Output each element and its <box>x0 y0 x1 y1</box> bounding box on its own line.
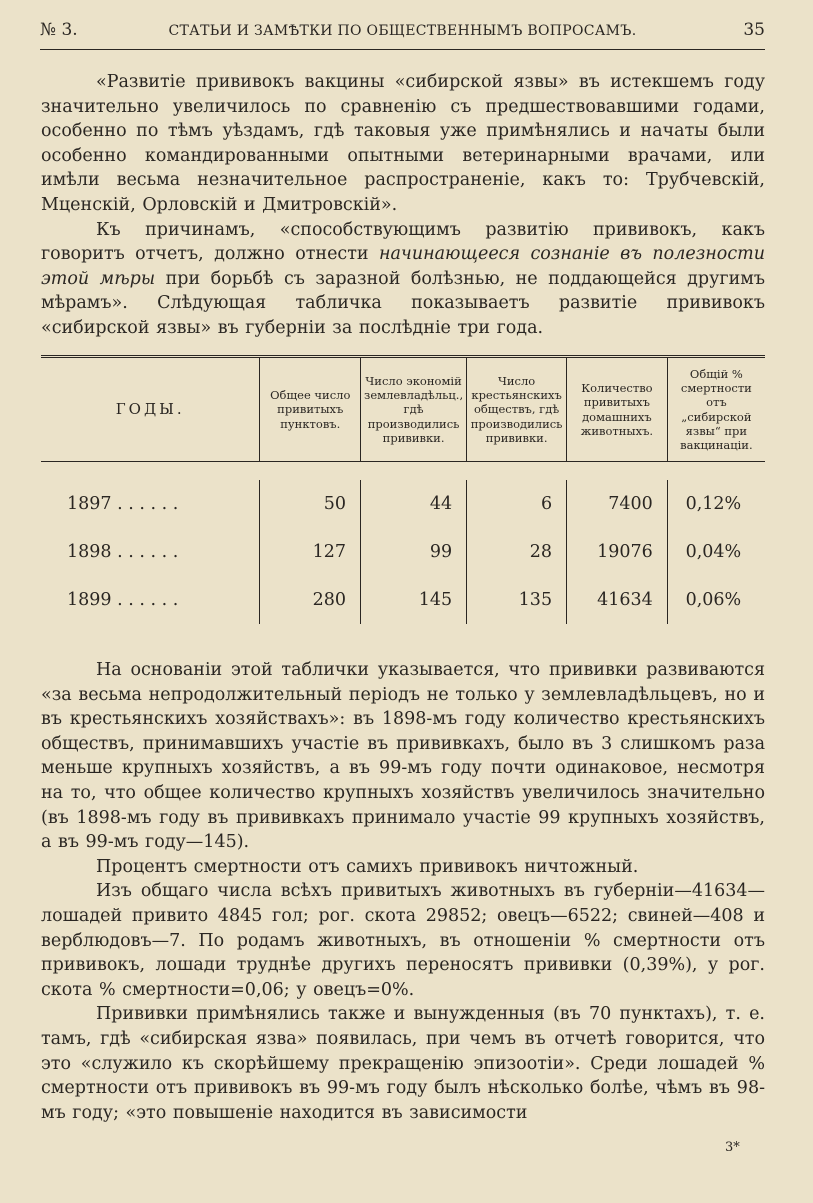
table-row <box>41 528 765 576</box>
header-points: Общее число привитыхъ пунктовъ. <box>260 357 361 462</box>
cell-communities: 6 <box>467 480 567 528</box>
cell-mortality: 0,06% <box>667 576 765 624</box>
cell-points: 50 <box>260 480 361 528</box>
header-estates: Число экономій землевладѣльц., гдѣ производились прививки. <box>361 357 467 462</box>
body-paragraph-3: Изъ общаго числа всѣхъ привитыхъ животныхъ въ губерніи—41634—лошадей привито 4845 гол; рог. скота 29852; овецъ—6522; свиней—408 и верблюдовъ—7. По родамъ животныхъ, въ отношеніи % смертности отъ прививокъ, лошади труднѣе другихъ переносятъ прививки (0,39%), у рог. скота % смертности=0,06; у овецъ=0%. <box>41 881 765 1000</box>
header-rule <box>40 49 765 50</box>
body-paragraph-1: На основаніи этой таблички указывается, что прививки развиваются «за весьма непродолжительный періодъ не только у землевладѣльцевъ, но и въ крестьянскихъ хозяйствахъ»: въ 1898-мъ году количество крестьянскихъ обществъ, принимавшихъ участіе въ прививкахъ, было въ 3 слишкомъ раза меньше крупныхъ хозяйствъ, а въ 99-мъ году почти одинаковое, несмотря на то, что общее количество крупныхъ хозяйствъ увеличилось значительно (въ 1898-мъ году въ прививкахъ принимало участіе 99 крупныхъ хозяйствъ, а въ 99-мъ году—145). <box>41 660 765 853</box>
intro-text <box>41 70 765 341</box>
cell-animals: 7400 <box>567 480 668 528</box>
cell-communities: 28 <box>467 528 567 576</box>
cell-year: 1899 . . . . . . <box>67 589 179 610</box>
table-header-row <box>41 357 765 462</box>
cell-mortality: 0,12% <box>667 480 765 528</box>
body-paragraph-4: Прививки примѣнялись также и вынужденныя (въ 70 пунктахъ), т. е. тамъ, гдѣ «сибирская язва» появилась, при чемъ въ отчетѣ говорится, что это «служило къ скорѣйшему прекращенію эпизоотіи». Среди лошадей % смертности отъ прививокъ въ 99-мъ году былъ нѣсколько болѣе, чѣмъ въ 98-мъ году; «это повышеніе находится въ зависимости <box>41 1004 765 1123</box>
cell-points: 127 <box>260 528 361 576</box>
table-row <box>41 480 765 528</box>
page-number: 35 <box>743 20 765 40</box>
cell-year: 1898 . . . . . . <box>67 541 179 562</box>
cell-estates: 99 <box>361 528 467 576</box>
cell-estates: 145 <box>361 576 467 624</box>
intro-paragraph-2 <box>41 218 765 341</box>
table-row <box>41 576 765 624</box>
running-title: СТАТЬИ И ЗАМѢТКИ ПО ОБЩЕСТВЕННЫМЪ ВОПРОСАМЪ. <box>168 23 637 39</box>
cell-animals: 19076 <box>567 528 668 576</box>
intro-p2-start: Къ причинамъ, «способствующимъ развитію прививокъ, какъ говоритъ отчетъ, должно отнести <box>41 219 765 265</box>
cell-year: 1897 . . . . . . <box>67 493 179 514</box>
cell-communities: 135 <box>467 576 567 624</box>
header-mortality: Общій % смертности отъ „сибирской язвы“ при вакцинаціи. <box>667 357 765 462</box>
cell-mortality: 0,04% <box>667 528 765 576</box>
intro-p2-italic: начинающееся сознаніе въ полезности этой мѣры <box>41 244 765 289</box>
vaccination-table <box>41 355 765 657</box>
body-paragraph-2: Процентъ смертности отъ самихъ прививокъ ничтожный. <box>96 856 639 877</box>
cell-estates: 44 <box>361 480 467 528</box>
signature-mark: 3* <box>725 1140 740 1155</box>
header-communities: Число крестьянскихъ обществъ, гдѣ производились прививки. <box>467 357 567 462</box>
running-header <box>40 20 765 46</box>
cell-points: 280 <box>260 576 361 624</box>
header-animals: Количество привитыхъ домашнихъ животныхъ. <box>567 357 668 462</box>
intro-p2-end: при борьбѣ съ заразной болѣзнью, не поддающейся другимъ мѣрамъ». Слѣдующая табличка показываетъ развитіе прививокъ «сибирской язвы» въ губерніи за послѣдніе три года. <box>41 268 765 338</box>
issue-number: № 3. <box>40 20 78 40</box>
cell-animals: 41634 <box>567 576 668 624</box>
intro-paragraph-1: «Развитіе прививокъ вакцины «сибирской язвы» въ истекшемъ году значительно увеличилось по сравненію съ предшествовавшими годами, особенно по тѣмъ уѣздамъ, гдѣ таковыя уже примѣнялись и начаты были особенно командированными опытными ветеринарными врачами, или имѣли весьма незначительное распространеніе, какъ то: Трубчевскій, Мценскій, Орловскій и Дмитровскій». <box>41 72 765 215</box>
header-years: ГОДЫ. <box>41 357 260 462</box>
body-text <box>41 658 765 1125</box>
